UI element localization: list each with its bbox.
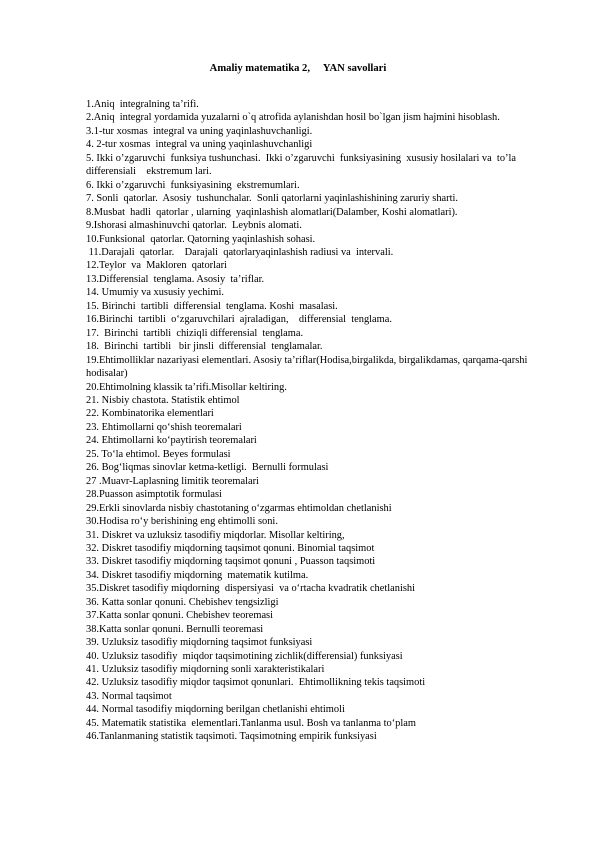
question-item: 25. To‘la ehtimol. Beyes formulasi [86,448,231,460]
question-item: 44. Normal tasodifiy miqdorning berilgan chetlanishi ehtimoli [86,704,345,716]
question-item: 2.Aniq integral yordamida yuzalarni o`q atrofida aylanishdan hosil bo`lgan jism hajmini hisoblash. [86,112,500,124]
question-item: 30.Hodisa ro‘y berishining eng ehtimolli soni. [86,516,278,528]
question-item: 7. Sonli qatorlar. Asosiy tushunchalar. Sonli qatorlarni yaqinlashishining zaruriy sharti. [86,193,458,205]
question-item: 1.Aniq integralning ta’rifi. [86,99,199,110]
question-item: 41. Uzluksiz tasodifiy miqdorning sonli xarakteristikalari [86,664,325,676]
question-item: 9.Ishorasi almashinuvchi qatorlar. Leybnis alomati. [86,220,302,232]
question-item: 43. Normal taqsimot [86,690,172,702]
question-item: 17. Birinchi tartibli chiziqli differensial tenglama. [86,327,304,339]
question-item: 37.Katta sonlar qonuni. Chebishev teoremasi [86,610,273,622]
question-item: 20.Ehtimolning klassik ta’rifi.Misollar keltiring. [86,381,287,393]
question-item: 27 .Muavr-Laplasning limitik teoremalari [86,475,259,487]
question-item: 13.Differensial tenglama. Asosiy ta’riflar. [86,273,265,285]
question-item: 23. Ehtimollarni qo‘shish teoremalari [86,421,242,433]
question-item: 11.Darajali qatorlar. Darajali qatorlaryaqinlashish radiusi va intervali. [86,246,394,258]
question-item: 22. Kombinatorika elementlari [86,408,214,420]
question-item: 10.Funksional qatorlar. Qatorning yaqinlashish sohasi. [86,233,316,245]
question-item: 35.Diskret tasodifiy miqdorning dispersiyasi va o‘rtacha kvadratik chetlanishi [86,583,415,595]
question-item: 36. Katta sonlar qonuni. Chebishev tengsizligi [86,596,279,608]
question-item: 18. Birinchi tartibli bir jinsli differensial tenglamalar. [86,341,323,353]
question-item: 3.1-tur xosmas integral va uning yaqinlashuvchanligi. [86,125,313,137]
question-item: 28.Puasson asimptotik formulasi [86,489,222,501]
question-item: 34. Diskret tasodifiy miqdorning matematik kutilma. [86,569,309,581]
question-item: 46.Tanlanmaning statistik taqsimoti. Taqsimotning empirik funksiyasi [86,731,377,743]
question-item: 31. Diskret va uzluksiz tasodifiy miqdorlar. Misollar keltiring, [86,529,345,541]
question-item: 33. Diskret tasodifiy miqdorning taqsimot qonuni , Puasson taqsimoti [86,556,376,568]
question-item: 26. Bog‘liqmas sinovlar ketma-ketligi. Bernulli formulasi [86,462,329,474]
question-item: 24. Ehtimollarni ko‘paytirish teoremalari [86,435,257,447]
question-item: 32. Diskret tasodifiy miqdorning taqsimot qonuni. Binomial taqsimot [86,542,375,554]
question-item: 42. Uzluksiz tasodifiy miqdor taqsimot qonunlari. Ehtimollikning tekis taqsimoti [86,677,426,689]
question-item: 5. Ikki o’zgaruvchi funksiya tushunchasi. Ikki o’zgaruvchi funksiyasining xususiy hosilalari va to’la differensiali ekstremum lari. [86,152,519,178]
question-item: 45. Matematik statistika elementlari.Tanlanma usul. Bosh va tanlanma to‘plam [86,717,416,729]
question-item: 29.Erkli sinovlarda nisbiy chastotaning o‘zgarmas ehtimoldan chetlanishi [86,502,392,514]
question-item: 8.Musbat hadli qatorlar , ularning yaqinlashish alomatlari(Dalamber, Koshi alomatlari). [86,206,458,218]
question-item: 12.Teylor va Makloren qatorlari [86,260,227,272]
question-item: 16.Birinchi tartibli o‘zgaruvchilari ajraladigan, differensial tenglama. [86,314,392,326]
question-item: 15. Birinchi tartibli differensial tenglama. Koshi masalasi. [86,300,338,312]
question-item: 19.Ehtimolliklar nazariyasi elementlari. Asosiy ta’riflar(Hodisa,birgalikda, birgalikdamas, qarqama-qarshi hodisalar) [86,354,530,380]
question-item: 21. Nisbiy chastota. Statistik ehtimol [86,394,240,406]
question-list [86,98,546,744]
question-item: 6. Ikki o’zgaruvchi funksiyasining ekstremumlari. [86,179,300,191]
question-item: 38.Katta sonlar qonuni. Bernulli teoremasi [86,623,264,635]
document-title: Amaliy matematika 2, YAN savollari [209,63,387,74]
question-item: 39. Uzluksiz tasodifiy miqdorning taqsimot funksiyasi [86,637,313,649]
question-item: 14. Umumiy va xususiy yechimi. [86,287,224,299]
question-item: 40. Uzluksiz tasodifiy miqdor taqsimotining zichlik(differensial) funksiyasi [86,650,403,662]
question-item: 4. 2-tur xosmas integral va uning yaqinlashuvchanligi [86,139,313,151]
